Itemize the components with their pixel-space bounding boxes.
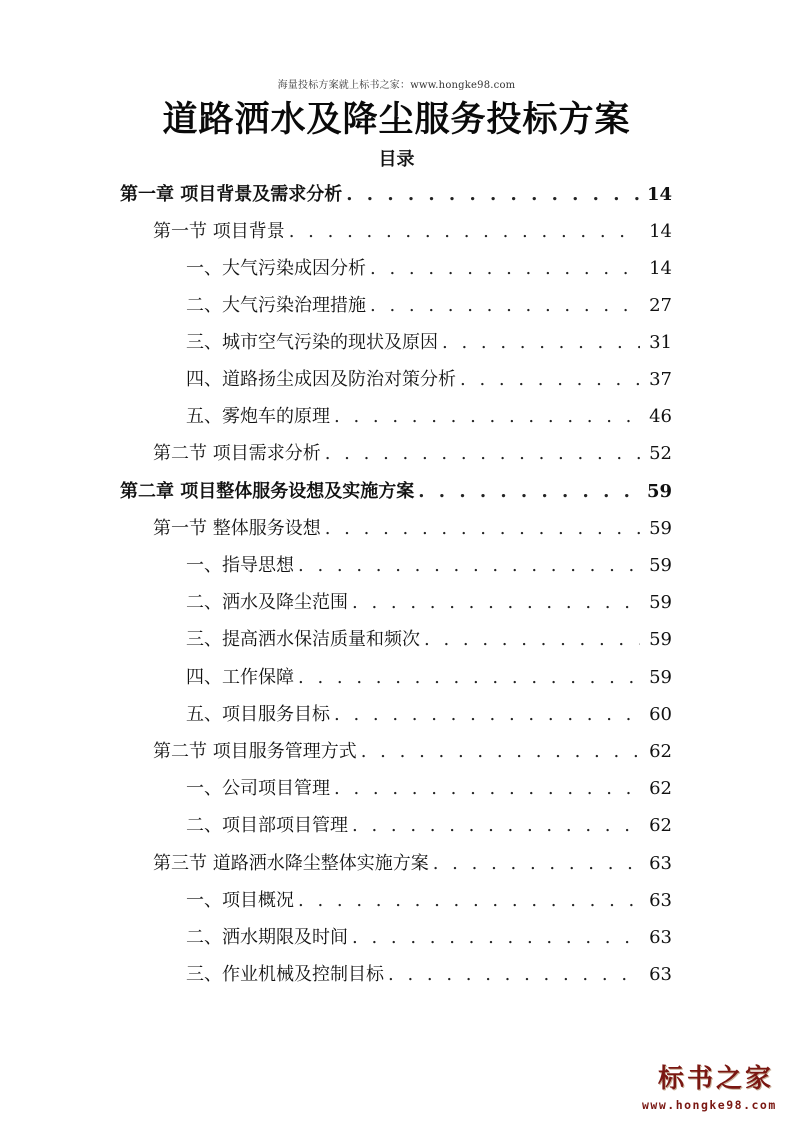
toc-entry-text: 五、项目服务目标 bbox=[186, 704, 330, 725]
toc-entry-item[interactable] bbox=[186, 962, 672, 988]
toc-page-number: 14 bbox=[646, 184, 672, 205]
toc-entry-item[interactable] bbox=[186, 404, 672, 430]
toc-entry-text: 第三节 道路洒水降尘整体实施方案 bbox=[153, 853, 429, 874]
toc-page-number: 60 bbox=[649, 704, 672, 725]
toc-dot-leader bbox=[334, 404, 640, 430]
toc-dot-leader bbox=[352, 925, 640, 951]
toc-dot-leader bbox=[346, 182, 640, 208]
toc-page-number: 63 bbox=[649, 964, 672, 985]
toc-entry-item[interactable] bbox=[186, 367, 672, 393]
site-logo bbox=[640, 1058, 790, 1118]
toc-entry-item[interactable] bbox=[186, 293, 672, 319]
toc-entry-text: 第一章 项目背景及需求分析 bbox=[120, 184, 343, 205]
toc-entry-text: 四、工作保障 bbox=[186, 667, 294, 688]
toc-entry-text: 二、大气污染治理措施 bbox=[186, 295, 366, 316]
toc-entry-section[interactable] bbox=[153, 441, 672, 467]
toc-dot-leader bbox=[442, 330, 640, 356]
toc-dot-leader bbox=[370, 256, 640, 282]
toc-dot-leader bbox=[325, 516, 640, 542]
toc-entry-section[interactable] bbox=[153, 516, 672, 542]
toc-dot-leader bbox=[433, 851, 640, 877]
toc-page-number: 46 bbox=[649, 406, 672, 427]
toc-dot-leader bbox=[298, 665, 640, 691]
toc-entry-item[interactable] bbox=[186, 925, 672, 951]
toc-entry-item[interactable] bbox=[186, 590, 672, 616]
toc-entry-text: 二、洒水期限及时间 bbox=[186, 927, 348, 948]
toc-dot-leader bbox=[298, 888, 640, 914]
toc-entry-text: 第二章 项目整体服务设想及实施方案 bbox=[120, 481, 415, 502]
toc-entry-text: 一、大气污染成因分析 bbox=[186, 258, 366, 279]
document-title: 道路洒水及降尘服务投标方案 bbox=[162, 99, 631, 140]
toc-page-number: 59 bbox=[649, 592, 672, 613]
toc-page-number: 14 bbox=[649, 258, 672, 279]
toc-entry-text: 一、项目概况 bbox=[186, 890, 294, 911]
toc-dot-leader bbox=[352, 813, 640, 839]
toc-entry-item[interactable] bbox=[186, 256, 672, 282]
toc-dot-leader bbox=[289, 219, 640, 245]
toc-dot-leader bbox=[352, 590, 640, 616]
toc-entry-text: 四、道路扬尘成因及防治对策分析 bbox=[186, 369, 456, 390]
toc-dot-leader bbox=[334, 776, 640, 802]
toc-entry-text: 二、项目部项目管理 bbox=[186, 815, 348, 836]
toc-entry-item[interactable] bbox=[186, 888, 672, 914]
toc-entry-item[interactable] bbox=[186, 813, 672, 839]
header-note: 海量投标方案就上标书之家：www.hongke98.com bbox=[277, 80, 516, 91]
toc-entry-section[interactable] bbox=[153, 851, 672, 877]
toc-page-number: 62 bbox=[649, 815, 672, 836]
toc-page-number: 52 bbox=[649, 443, 672, 464]
toc-entry-text: 三、提高洒水保洁质量和频次 bbox=[186, 629, 420, 650]
toc-entry-text: 第一节 项目背景 bbox=[153, 221, 285, 242]
toc-page-number: 62 bbox=[649, 778, 672, 799]
toc-entry-text: 第二节 项目服务管理方式 bbox=[153, 741, 357, 762]
toc-page-number: 63 bbox=[649, 927, 672, 948]
toc-entry-text: 第一节 整体服务设想 bbox=[153, 518, 321, 539]
toc-entry-text: 一、指导思想 bbox=[186, 555, 294, 576]
toc-entry-item[interactable] bbox=[186, 553, 672, 579]
toc-dot-leader bbox=[460, 367, 640, 393]
toc-entry-item[interactable] bbox=[186, 702, 672, 728]
toc-page-number: 59 bbox=[649, 629, 672, 650]
toc-dot-leader bbox=[298, 553, 640, 579]
toc-dot-leader bbox=[424, 627, 640, 653]
toc-page-number: 59 bbox=[649, 667, 672, 688]
toc-entry-text: 二、洒水及降尘范围 bbox=[186, 592, 348, 613]
toc-entry-item[interactable] bbox=[186, 665, 672, 691]
toc-entry-text: 五、雾炮车的原理 bbox=[186, 406, 330, 427]
toc-heading: 目录 bbox=[378, 149, 415, 170]
toc-dot-leader bbox=[361, 739, 640, 765]
toc-page-number: 31 bbox=[649, 332, 672, 353]
toc-entry-section[interactable] bbox=[153, 739, 672, 765]
toc-entry-text: 一、公司项目管理 bbox=[186, 778, 330, 799]
logo-url: www.hongke98.com bbox=[642, 1098, 777, 1112]
toc-page-number: 59 bbox=[649, 555, 672, 576]
toc-page-number: 63 bbox=[649, 890, 672, 911]
toc-page-number: 59 bbox=[646, 481, 672, 502]
toc-entry-item[interactable] bbox=[186, 776, 672, 802]
toc-entry-text: 三、作业机械及控制目标 bbox=[186, 964, 384, 985]
toc-page-number: 27 bbox=[649, 295, 672, 316]
toc-entry-chapter[interactable] bbox=[120, 479, 672, 505]
toc-page-number: 63 bbox=[649, 853, 672, 874]
toc-page-number: 37 bbox=[649, 369, 672, 390]
toc-entry-item[interactable] bbox=[186, 627, 672, 653]
toc-entry-text: 三、城市空气污染的现状及原因 bbox=[186, 332, 438, 353]
toc-entry-section[interactable] bbox=[153, 219, 672, 245]
toc-page-number: 62 bbox=[649, 741, 672, 762]
toc-page-number: 14 bbox=[649, 221, 672, 242]
toc-dot-leader bbox=[388, 962, 640, 988]
toc-entry-item[interactable] bbox=[186, 330, 672, 356]
toc-entry-chapter[interactable] bbox=[120, 182, 672, 208]
toc-dot-leader bbox=[334, 702, 640, 728]
toc-entry-text: 第二节 项目需求分析 bbox=[153, 443, 321, 464]
toc-dot-leader bbox=[418, 479, 640, 505]
logo-name: 标书之家 bbox=[658, 1064, 775, 1094]
toc-dot-leader bbox=[370, 293, 640, 319]
toc-dot-leader bbox=[325, 441, 640, 467]
toc-page-number: 59 bbox=[649, 518, 672, 539]
